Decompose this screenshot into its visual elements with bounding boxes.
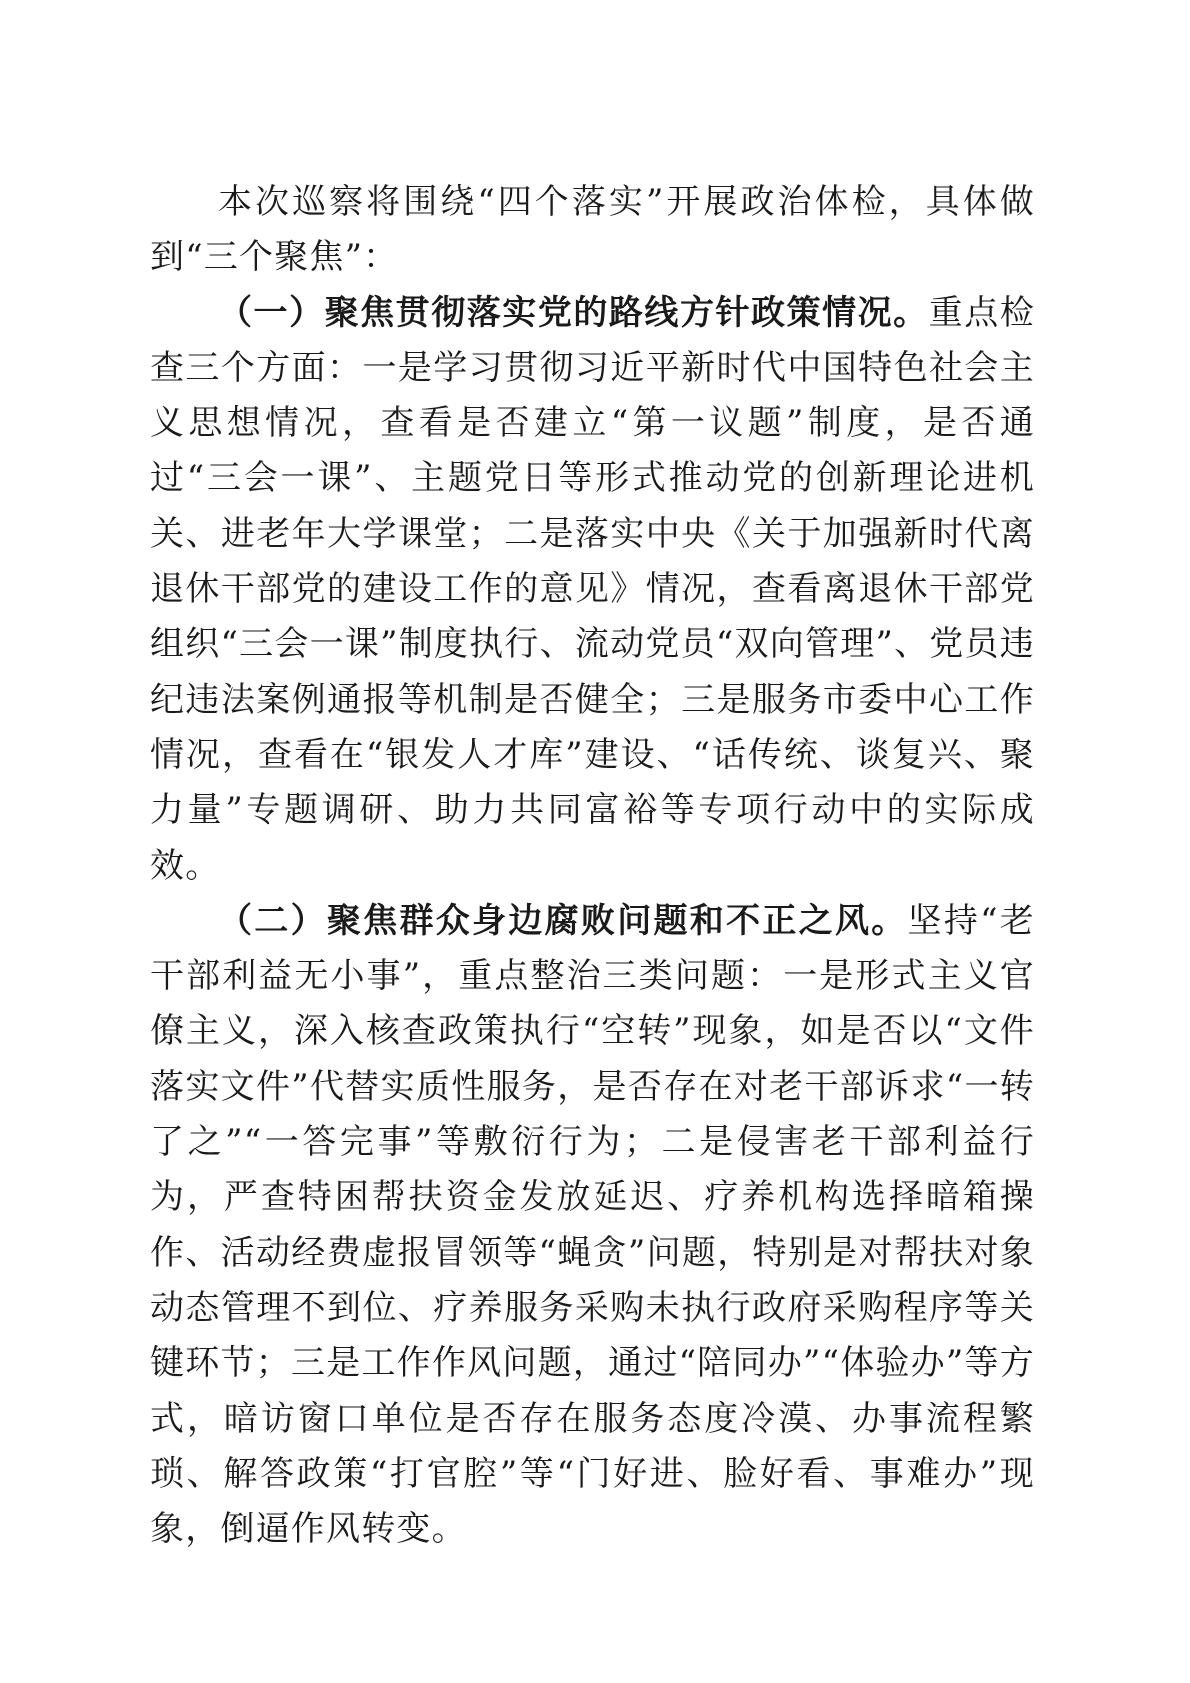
intro-text: 本次巡察将围绕“四个落实”开展政治体检，具体做到“三个聚焦”：	[150, 182, 1035, 278]
intro-paragraph	[150, 175, 1035, 286]
section-1-paragraph	[150, 286, 1035, 894]
document-body	[150, 175, 1035, 1557]
section-1-body: 重点检查三个方面：一是学习贯彻习近平新时代中国特色社会主义思想情况，查看是否建立“第一议题”制度，是否通过“三会一课”、主题党日等形式推动党的创新理论进机关、进老年大学课堂；二是落实中央《关于加强新时代离退休干部党的建设工作的意见》情况，查看离退休干部党组织“三会一课”制度执行、流动党员“双向管理”、党员违纪违法案例通报等机制是否健全；三是服务市委中心工作情况，查看在“银发人才库”建设、“话传统、谈复兴、聚力量”专题调研、助力共同富裕等专项行动中的实际成效。	[150, 292, 1035, 886]
section-2-body: 坚持“老干部利益无小事”，重点整治三类问题：一是形式主义官僚主义，深入核查政策执行“空转”现象，如是否以“文件落实文件”代替实质性服务，是否存在对老干部诉求“一转了之”“一答完事”等敷衍行为；二是侵害老干部利益行为，严查特困帮扶资金发放延迟、疗养机构选择暗箱操作、活动经费虚报冒领等“蝇贪”问题，特别是对帮扶对象动态管理不到位、疗养服务采购未执行政府采购程序等关键环节；三是工作作风问题，通过“陪同办”“体验办”等方式，暗访窗口单位是否存在服务态度冷漠、办事流程繁琐、解答政策“打官腔”等“门好进、脸好看、事难办”现象，倒逼作风转变。	[150, 900, 1035, 1550]
section-1-heading: （一）聚焦贯彻落实党的路线方针政策情况。	[218, 292, 929, 333]
section-2-paragraph	[150, 894, 1035, 1558]
section-2-heading: （二）聚焦群众身边腐败问题和不正之风。	[218, 900, 908, 941]
